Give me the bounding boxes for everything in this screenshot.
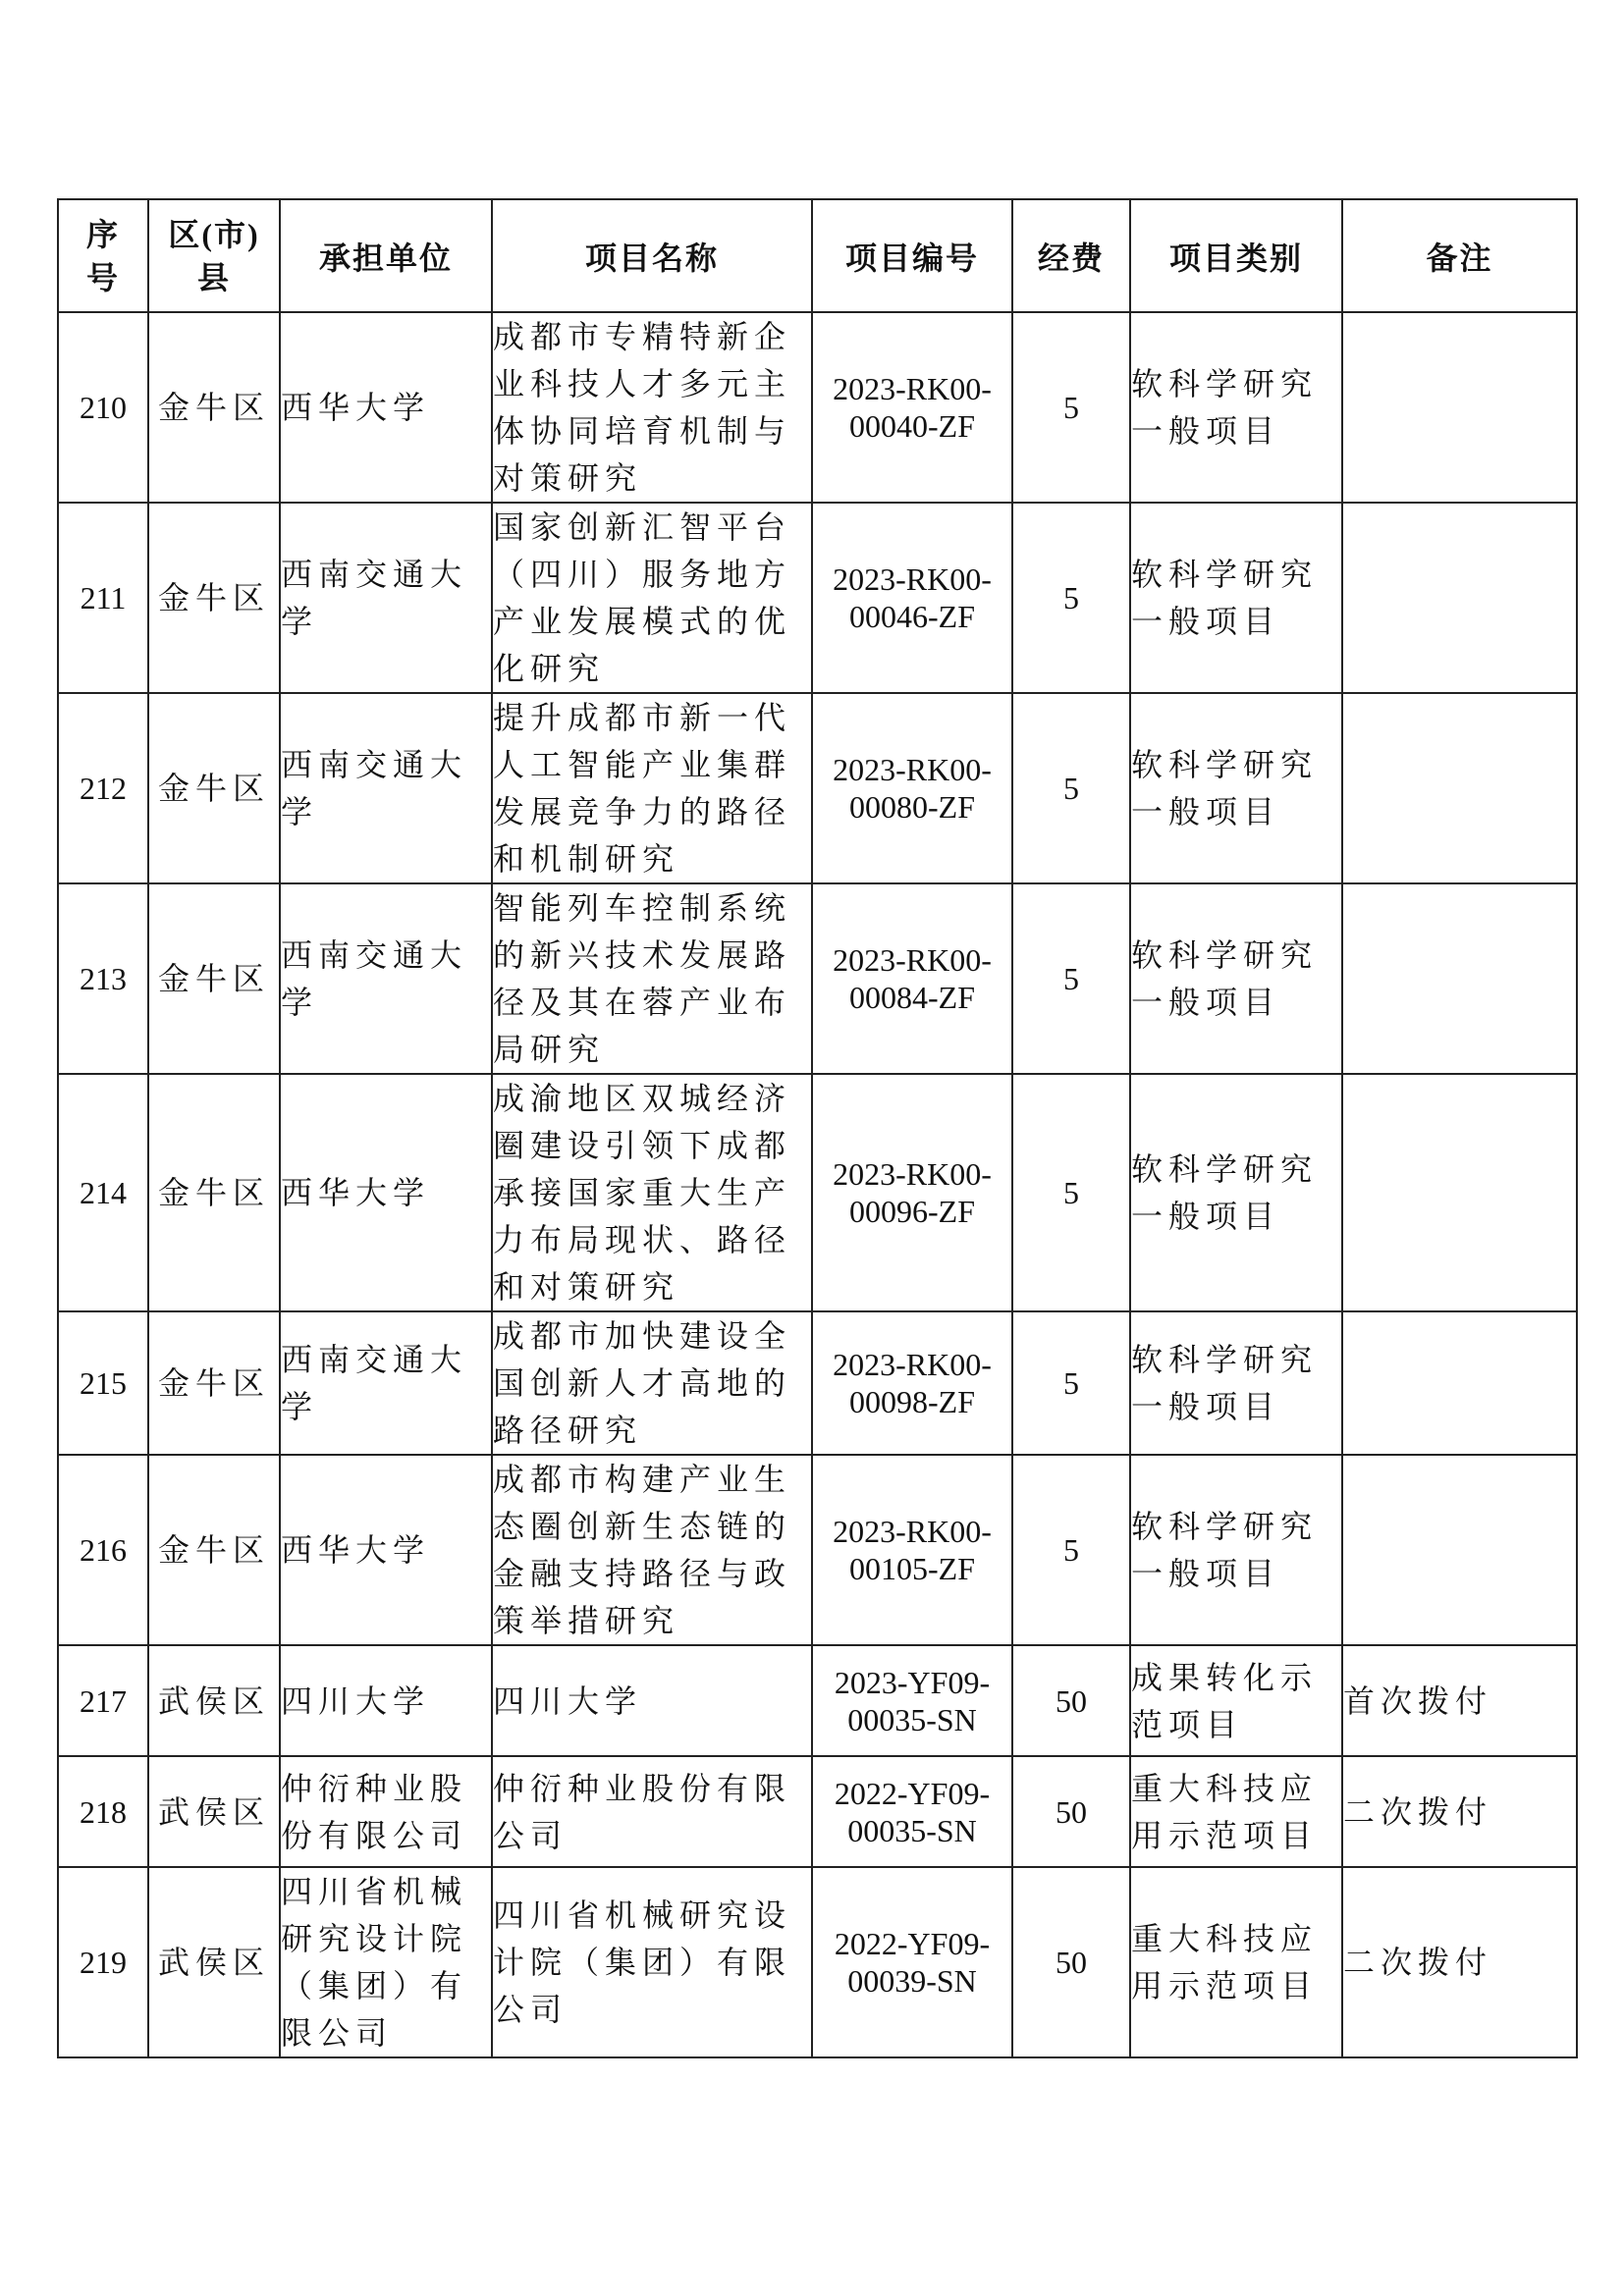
- cell-district: 金牛区: [148, 693, 280, 883]
- cell-seq: 215: [58, 1311, 148, 1455]
- header-note: 备注: [1342, 199, 1577, 312]
- cell-unit: 四川省机械研究设计院（集团）有限公司: [280, 1867, 492, 2057]
- cell-unit: 西南交通大学: [280, 503, 492, 693]
- cell-note: [1342, 1074, 1577, 1311]
- cell-project: 提升成都市新一代人工智能产业集群发展竞争力的路径和机制研究: [492, 693, 812, 883]
- cell-district: 金牛区: [148, 1455, 280, 1645]
- cell-category: 成果转化示范项目: [1130, 1645, 1342, 1756]
- cell-fund: 5: [1012, 1311, 1130, 1455]
- table-row: [58, 312, 1577, 503]
- funding-table: [57, 198, 1578, 2058]
- cell-unit: 西华大学: [280, 1074, 492, 1311]
- table-row: [58, 1645, 1577, 1756]
- cell-district: 武侯区: [148, 1867, 280, 2057]
- cell-project: 四川大学: [492, 1645, 812, 1756]
- cell-unit: 西华大学: [280, 1455, 492, 1645]
- cell-note: [1342, 312, 1577, 503]
- header-project: 项目名称: [492, 199, 812, 312]
- cell-fund: 5: [1012, 693, 1130, 883]
- cell-seq: 211: [58, 503, 148, 693]
- cell-seq: 218: [58, 1756, 148, 1867]
- cell-district: 金牛区: [148, 312, 280, 503]
- table-row: [58, 503, 1577, 693]
- cell-project: 智能列车控制系统的新兴技术发展路径及其在蓉产业布局研究: [492, 883, 812, 1074]
- cell-unit: 西南交通大学: [280, 693, 492, 883]
- cell-district: 金牛区: [148, 1074, 280, 1311]
- cell-project: 成渝地区双城经济圈建设引领下成都承接国家重大生产力布局现状、路径和对策研究: [492, 1074, 812, 1311]
- cell-code: 2023-YF09- 00035-SN: [812, 1645, 1012, 1756]
- cell-fund: 5: [1012, 883, 1130, 1074]
- header-seq: 序 号: [58, 199, 148, 312]
- cell-seq: 217: [58, 1645, 148, 1756]
- cell-category: 软科学研究一般项目: [1130, 1311, 1342, 1455]
- cell-project: 国家创新汇智平台（四川）服务地方产业发展模式的优化研究: [492, 503, 812, 693]
- cell-unit: 仲衍种业股份有限公司: [280, 1756, 492, 1867]
- cell-category: 软科学研究一般项目: [1130, 883, 1342, 1074]
- cell-note: [1342, 1311, 1577, 1455]
- cell-code: 2023-RK00- 00098-ZF: [812, 1311, 1012, 1455]
- cell-category: 软科学研究一般项目: [1130, 693, 1342, 883]
- table-header-row: [58, 199, 1577, 312]
- cell-project: 成都市加快建设全国创新人才高地的路径研究: [492, 1311, 812, 1455]
- cell-district: 金牛区: [148, 883, 280, 1074]
- cell-code: 2023-RK00- 00084-ZF: [812, 883, 1012, 1074]
- cell-fund: 5: [1012, 312, 1130, 503]
- cell-note: [1342, 883, 1577, 1074]
- cell-note: [1342, 1455, 1577, 1645]
- header-unit: 承担单位: [280, 199, 492, 312]
- table-row: [58, 1756, 1577, 1867]
- cell-fund: 50: [1012, 1756, 1130, 1867]
- cell-unit: 四川大学: [280, 1645, 492, 1756]
- cell-code: 2023-RK00- 00105-ZF: [812, 1455, 1012, 1645]
- cell-fund: 5: [1012, 503, 1130, 693]
- cell-seq: 219: [58, 1867, 148, 2057]
- header-district: 区(市) 县: [148, 199, 280, 312]
- cell-category: 重大科技应用示范项目: [1130, 1867, 1342, 2057]
- cell-seq: 214: [58, 1074, 148, 1311]
- cell-category: 软科学研究一般项目: [1130, 503, 1342, 693]
- header-code: 项目编号: [812, 199, 1012, 312]
- table-row: [58, 1455, 1577, 1645]
- table-row: [58, 693, 1577, 883]
- cell-code: 2023-RK00- 00096-ZF: [812, 1074, 1012, 1311]
- cell-note: [1342, 503, 1577, 693]
- cell-project: 仲衍种业股份有限公司: [492, 1756, 812, 1867]
- cell-code: 2023-RK00- 00046-ZF: [812, 503, 1012, 693]
- cell-category: 软科学研究一般项目: [1130, 312, 1342, 503]
- cell-seq: 212: [58, 693, 148, 883]
- cell-category: 重大科技应用示范项目: [1130, 1756, 1342, 1867]
- cell-unit: 西南交通大学: [280, 1311, 492, 1455]
- cell-seq: 213: [58, 883, 148, 1074]
- cell-district: 金牛区: [148, 503, 280, 693]
- cell-fund: 50: [1012, 1867, 1130, 2057]
- table-row: [58, 1867, 1577, 2057]
- cell-fund: 50: [1012, 1645, 1130, 1756]
- cell-seq: 210: [58, 312, 148, 503]
- cell-category: 软科学研究一般项目: [1130, 1455, 1342, 1645]
- cell-fund: 5: [1012, 1455, 1130, 1645]
- cell-seq: 216: [58, 1455, 148, 1645]
- table-row: [58, 1311, 1577, 1455]
- cell-project: 成都市构建产业生态圈创新生态链的金融支持路径与政策举措研究: [492, 1455, 812, 1645]
- cell-note: [1342, 693, 1577, 883]
- header-fund: 经费: [1012, 199, 1130, 312]
- cell-unit: 西华大学: [280, 312, 492, 503]
- cell-fund: 5: [1012, 1074, 1130, 1311]
- table-row: [58, 1074, 1577, 1311]
- cell-project: 四川省机械研究设计院（集团）有限公司: [492, 1867, 812, 2057]
- table-row: [58, 883, 1577, 1074]
- cell-code: 2023-RK00- 00080-ZF: [812, 693, 1012, 883]
- cell-district: 武侯区: [148, 1756, 280, 1867]
- cell-district: 金牛区: [148, 1311, 280, 1455]
- cell-note: 二次拨付: [1342, 1867, 1577, 2057]
- cell-code: 2023-RK00- 00040-ZF: [812, 312, 1012, 503]
- cell-code: 2022-YF09- 00035-SN: [812, 1756, 1012, 1867]
- cell-code: 2022-YF09- 00039-SN: [812, 1867, 1012, 2057]
- cell-project: 成都市专精特新企业科技人才多元主体协同培育机制与对策研究: [492, 312, 812, 503]
- cell-district: 武侯区: [148, 1645, 280, 1756]
- cell-unit: 西南交通大学: [280, 883, 492, 1074]
- header-category: 项目类别: [1130, 199, 1342, 312]
- cell-note: 二次拨付: [1342, 1756, 1577, 1867]
- cell-category: 软科学研究一般项目: [1130, 1074, 1342, 1311]
- cell-note: 首次拨付: [1342, 1645, 1577, 1756]
